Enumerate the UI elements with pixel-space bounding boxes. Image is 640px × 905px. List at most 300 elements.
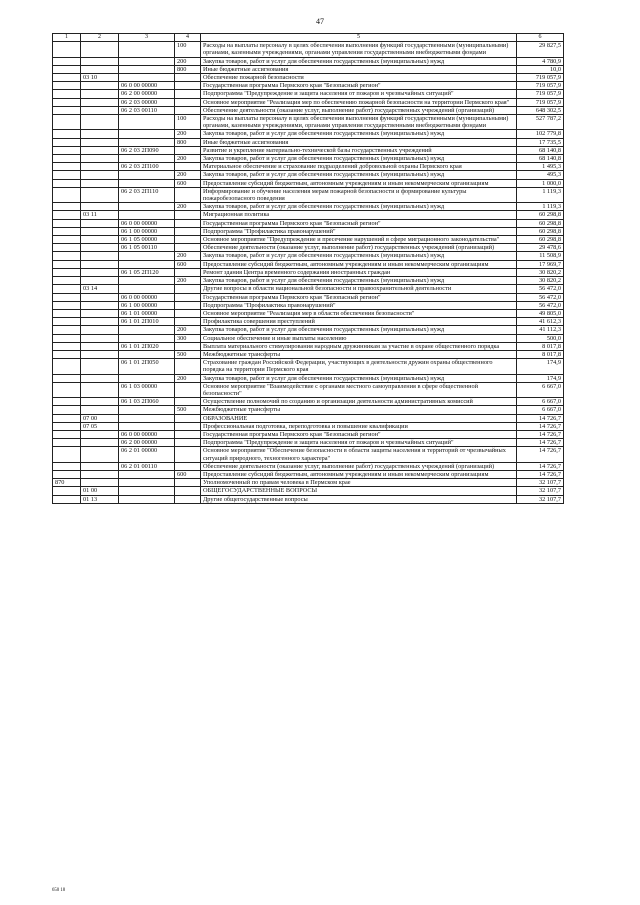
cell-amount: 14 726,7 bbox=[517, 430, 564, 438]
table-row bbox=[53, 350, 564, 358]
cell-department-code bbox=[53, 82, 81, 90]
cell-department-code bbox=[53, 495, 81, 503]
cell-section-code bbox=[81, 479, 119, 487]
cell-item-name: Другие вопросы в области национальной безопасности и правоохранительной деятельности bbox=[201, 285, 517, 293]
cell-department-code bbox=[53, 470, 81, 478]
cell-target-article bbox=[119, 414, 175, 422]
table-row bbox=[53, 244, 564, 252]
cell-target-article: 06 1 01 2П010 bbox=[119, 318, 175, 326]
header-col-1: 1 bbox=[53, 34, 81, 42]
cell-department-code bbox=[53, 439, 81, 447]
cell-section-code bbox=[81, 318, 119, 326]
cell-expense-type bbox=[175, 462, 201, 470]
cell-department-code bbox=[53, 359, 81, 374]
cell-target-article: 06 1 01 00000 bbox=[119, 309, 175, 317]
table-row bbox=[53, 42, 564, 57]
cell-amount: 719 057,9 bbox=[517, 90, 564, 98]
cell-expense-type: 200 bbox=[175, 277, 201, 285]
cell-item-name: Материальное обеспечение и страхование подразделений добровольной охраны Пермского края bbox=[201, 163, 517, 171]
cell-amount: 60 298,8 bbox=[517, 219, 564, 227]
cell-item-name: Расходы на выплаты персоналу в целях обеспечения выполнения функций государственными (муниципальными) органами, казенными учреждениями, органами управления государственными внебюджетными фондами bbox=[201, 115, 517, 130]
cell-section-code: 07 05 bbox=[81, 422, 119, 430]
cell-department-code bbox=[53, 163, 81, 171]
cell-amount: 29 478,6 bbox=[517, 244, 564, 252]
cell-department-code bbox=[53, 462, 81, 470]
cell-section-code bbox=[81, 171, 119, 179]
cell-amount: 11 508,9 bbox=[517, 252, 564, 260]
cell-item-name: Закупка товаров, работ и услуг для обеспечения государственных (муниципальных) нужд bbox=[201, 130, 517, 138]
cell-section-code: 07 00 bbox=[81, 414, 119, 422]
cell-expense-type bbox=[175, 301, 201, 309]
cell-item-name: Предоставление субсидий бюджетным, автономным учреждениям и иным некоммерческим организациям bbox=[201, 179, 517, 187]
table-row bbox=[53, 430, 564, 438]
cell-item-name: Страхование граждан Российской Федерации, участвующих в деятельности дружин охраны общественного порядка на территории Пермского края bbox=[201, 359, 517, 374]
cell-target-article: 06 1 00 00000 bbox=[119, 301, 175, 309]
cell-expense-type: 500 bbox=[175, 350, 201, 358]
cell-department-code bbox=[53, 155, 81, 163]
table-row bbox=[53, 326, 564, 334]
cell-item-name: Закупка товаров, работ и услуг для обеспечения государственных (муниципальных) нужд bbox=[201, 57, 517, 65]
cell-section-code bbox=[81, 57, 119, 65]
cell-expense-type bbox=[175, 487, 201, 495]
cell-section-code bbox=[81, 98, 119, 106]
cell-amount: 32 107,7 bbox=[517, 479, 564, 487]
cell-item-name: Расходы на выплаты персоналу в целях обеспечения выполнения функций государственными (муниципальными) органами, казенными учреждениями, органами управления государственными внебюджетными фондами bbox=[201, 42, 517, 57]
cell-target-article bbox=[119, 350, 175, 358]
cell-item-name: Межбюджетные трансферты bbox=[201, 406, 517, 414]
cell-department-code bbox=[53, 227, 81, 235]
cell-item-name: Основное мероприятие "Реализация мер по обеспечению пожарной безопасности на территории Пермского края" bbox=[201, 98, 517, 106]
cell-expense-type: 800 bbox=[175, 138, 201, 146]
table-row bbox=[53, 359, 564, 374]
cell-expense-type: 600 bbox=[175, 470, 201, 478]
cell-amount: 60 298,8 bbox=[517, 227, 564, 235]
table-row bbox=[53, 252, 564, 260]
budget-table-body bbox=[53, 34, 564, 504]
cell-section-code bbox=[81, 130, 119, 138]
table-row bbox=[53, 171, 564, 179]
cell-department-code bbox=[53, 211, 81, 219]
cell-target-article: 06 1 03 2П060 bbox=[119, 398, 175, 406]
cell-department-code bbox=[53, 146, 81, 154]
cell-expense-type: 200 bbox=[175, 57, 201, 65]
cell-section-code bbox=[81, 382, 119, 397]
cell-amount: 60 298,8 bbox=[517, 211, 564, 219]
cell-department-code bbox=[53, 293, 81, 301]
cell-item-name: Обеспечение деятельности (оказание услуг, выполнение работ) государственных учреждений (организаций) bbox=[201, 462, 517, 470]
cell-expense-type bbox=[175, 211, 201, 219]
cell-amount: 102 779,8 bbox=[517, 130, 564, 138]
cell-target-article bbox=[119, 211, 175, 219]
cell-section-code bbox=[81, 277, 119, 285]
cell-item-name: Осуществление полномочий по созданию и организации деятельности административных комиссий bbox=[201, 398, 517, 406]
cell-expense-type bbox=[175, 268, 201, 276]
cell-section-code bbox=[81, 65, 119, 73]
cell-amount: 719 057,9 bbox=[517, 82, 564, 90]
cell-section-code bbox=[81, 293, 119, 301]
cell-expense-type bbox=[175, 479, 201, 487]
cell-section-code bbox=[81, 430, 119, 438]
cell-amount: 60 298,8 bbox=[517, 236, 564, 244]
cell-expense-type bbox=[175, 359, 201, 374]
table-row bbox=[53, 138, 564, 146]
table-row bbox=[53, 334, 564, 342]
cell-section-code bbox=[81, 359, 119, 374]
cell-target-article: 06 1 03 00000 bbox=[119, 382, 175, 397]
cell-item-name: Закупка товаров, работ и услуг для обеспечения государственных (муниципальных) нужд bbox=[201, 277, 517, 285]
cell-department-code bbox=[53, 130, 81, 138]
cell-expense-type: 200 bbox=[175, 326, 201, 334]
cell-expense-type bbox=[175, 90, 201, 98]
cell-department-code bbox=[53, 487, 81, 495]
cell-target-article bbox=[119, 470, 175, 478]
cell-target-article: 06 1 01 2П050 bbox=[119, 359, 175, 374]
cell-item-name: Подпрограмма "Предупреждение и защита населения от пожаров и чрезвычайных ситуаций" bbox=[201, 439, 517, 447]
cell-item-name: Закупка товаров, работ и услуг для обеспечения государственных (муниципальных) нужд bbox=[201, 252, 517, 260]
cell-target-article: 06 0 00 00000 bbox=[119, 219, 175, 227]
cell-department-code bbox=[53, 244, 81, 252]
cell-department-code bbox=[53, 203, 81, 211]
cell-department-code bbox=[53, 318, 81, 326]
cell-item-name: Подпрограмма "Профилактика правонарушений" bbox=[201, 227, 517, 235]
cell-department-code bbox=[53, 106, 81, 114]
cell-amount: 14 726,7 bbox=[517, 439, 564, 447]
table-row bbox=[53, 203, 564, 211]
table-row bbox=[53, 414, 564, 422]
cell-item-name: Государственная программа Пермского края "Безопасный регион" bbox=[201, 219, 517, 227]
cell-department-code bbox=[53, 171, 81, 179]
table-row bbox=[53, 318, 564, 326]
table-row bbox=[53, 155, 564, 163]
table-row bbox=[53, 82, 564, 90]
table-row bbox=[53, 285, 564, 293]
cell-amount: 6 667,0 bbox=[517, 382, 564, 397]
cell-expense-type bbox=[175, 187, 201, 202]
cell-amount: 17 969,7 bbox=[517, 260, 564, 268]
cell-section-code bbox=[81, 179, 119, 187]
cell-section-code bbox=[81, 374, 119, 382]
cell-expense-type bbox=[175, 219, 201, 227]
cell-expense-type bbox=[175, 447, 201, 462]
cell-target-article: 06 1 05 00110 bbox=[119, 244, 175, 252]
cell-department-code bbox=[53, 382, 81, 397]
cell-target-article: 06 2 00 00000 bbox=[119, 90, 175, 98]
cell-section-code bbox=[81, 301, 119, 309]
cell-section-code bbox=[81, 309, 119, 317]
cell-section-code bbox=[81, 260, 119, 268]
cell-section-code bbox=[81, 406, 119, 414]
cell-target-article bbox=[119, 179, 175, 187]
cell-target-article: 06 2 03 00000 bbox=[119, 98, 175, 106]
cell-department-code bbox=[53, 398, 81, 406]
table-row bbox=[53, 219, 564, 227]
cell-section-code: 03 11 bbox=[81, 211, 119, 219]
cell-expense-type bbox=[175, 495, 201, 503]
cell-amount: 14 726,7 bbox=[517, 422, 564, 430]
cell-amount: 8 017,8 bbox=[517, 350, 564, 358]
cell-target-article bbox=[119, 57, 175, 65]
cell-item-name: Предоставление субсидий бюджетным, автономным учреждениям и иным некоммерческим организациям bbox=[201, 260, 517, 268]
cell-amount: 500,0 bbox=[517, 334, 564, 342]
cell-item-name: Миграционная политика bbox=[201, 211, 517, 219]
cell-section-code: 03 14 bbox=[81, 285, 119, 293]
cell-department-code: 870 bbox=[53, 479, 81, 487]
cell-target-article bbox=[119, 422, 175, 430]
cell-target-article: 06 2 03 2П090 bbox=[119, 146, 175, 154]
table-row bbox=[53, 495, 564, 503]
cell-amount: 6 667,0 bbox=[517, 406, 564, 414]
cell-expense-type bbox=[175, 422, 201, 430]
cell-amount: 29 827,5 bbox=[517, 42, 564, 57]
cell-target-article bbox=[119, 495, 175, 503]
cell-department-code bbox=[53, 74, 81, 82]
table-row bbox=[53, 57, 564, 65]
cell-amount: 56 472,0 bbox=[517, 285, 564, 293]
cell-target-article: 06 2 01 00110 bbox=[119, 462, 175, 470]
cell-amount: 1 119,3 bbox=[517, 187, 564, 202]
cell-department-code bbox=[53, 42, 81, 57]
cell-target-article bbox=[119, 334, 175, 342]
cell-section-code bbox=[81, 155, 119, 163]
cell-target-article: 06 1 05 00000 bbox=[119, 236, 175, 244]
cell-item-name: Закупка товаров, работ и услуг для обеспечения государственных (муниципальных) нужд bbox=[201, 326, 517, 334]
table-row bbox=[53, 90, 564, 98]
cell-target-article: 06 1 05 2П120 bbox=[119, 268, 175, 276]
cell-item-name: Подпрограмма "Профилактика правонарушений" bbox=[201, 301, 517, 309]
cell-section-code bbox=[81, 236, 119, 244]
cell-amount: 719 057,9 bbox=[517, 74, 564, 82]
cell-item-name: Иные бюджетные ассигнования bbox=[201, 138, 517, 146]
cell-department-code bbox=[53, 430, 81, 438]
cell-amount: 30 820,2 bbox=[517, 268, 564, 276]
cell-section-code bbox=[81, 447, 119, 462]
cell-target-article: 06 2 01 00000 bbox=[119, 447, 175, 462]
cell-department-code bbox=[53, 447, 81, 462]
cell-target-article bbox=[119, 155, 175, 163]
table-row bbox=[53, 268, 564, 276]
cell-item-name: Межбюджетные трансферты bbox=[201, 350, 517, 358]
cell-section-code bbox=[81, 244, 119, 252]
cell-amount: 648 302,5 bbox=[517, 106, 564, 114]
cell-target-article: 06 2 03 2П110 bbox=[119, 187, 175, 202]
table-row bbox=[53, 309, 564, 317]
cell-expense-type: 100 bbox=[175, 42, 201, 57]
table-header-row bbox=[53, 34, 564, 42]
cell-section-code bbox=[81, 334, 119, 342]
cell-section-code: 01 13 bbox=[81, 495, 119, 503]
header-col-3: 3 bbox=[119, 34, 175, 42]
cell-amount: 527 787,2 bbox=[517, 115, 564, 130]
cell-item-name: Государственная программа Пермского края "Безопасный регион" bbox=[201, 293, 517, 301]
table-row bbox=[53, 470, 564, 478]
cell-section-code bbox=[81, 82, 119, 90]
cell-section-code bbox=[81, 268, 119, 276]
cell-section-code bbox=[81, 42, 119, 57]
cell-amount: 495,3 bbox=[517, 171, 564, 179]
cell-expense-type bbox=[175, 439, 201, 447]
table-row bbox=[53, 406, 564, 414]
cell-section-code bbox=[81, 439, 119, 447]
cell-target-article: 06 0 00 00000 bbox=[119, 82, 175, 90]
cell-section-code: 03 10 bbox=[81, 74, 119, 82]
cell-target-article bbox=[119, 252, 175, 260]
cell-item-name: Иные бюджетные ассигнования bbox=[201, 65, 517, 73]
cell-expense-type bbox=[175, 293, 201, 301]
cell-section-code bbox=[81, 90, 119, 98]
table-row bbox=[53, 487, 564, 495]
cell-section-code bbox=[81, 203, 119, 211]
cell-target-article bbox=[119, 115, 175, 130]
cell-department-code bbox=[53, 187, 81, 202]
table-row bbox=[53, 227, 564, 235]
cell-item-name: Закупка товаров, работ и услуг для обеспечения государственных (муниципальных) нужд bbox=[201, 155, 517, 163]
cell-amount: 6 667,0 bbox=[517, 398, 564, 406]
cell-target-article bbox=[119, 130, 175, 138]
cell-department-code bbox=[53, 422, 81, 430]
cell-expense-type: 100 bbox=[175, 115, 201, 130]
cell-expense-type: 200 bbox=[175, 171, 201, 179]
cell-expense-type bbox=[175, 309, 201, 317]
cell-target-article bbox=[119, 406, 175, 414]
cell-amount: 8 017,8 bbox=[517, 342, 564, 350]
cell-department-code bbox=[53, 326, 81, 334]
cell-expense-type bbox=[175, 430, 201, 438]
cell-department-code bbox=[53, 138, 81, 146]
cell-amount: 41 612,3 bbox=[517, 318, 564, 326]
cell-expense-type bbox=[175, 98, 201, 106]
cell-amount: 30 820,2 bbox=[517, 277, 564, 285]
table-row bbox=[53, 98, 564, 106]
cell-target-article bbox=[119, 487, 175, 495]
cell-item-name: Закупка товаров, работ и услуг для обеспечения государственных (муниципальных) нужд bbox=[201, 203, 517, 211]
cell-department-code bbox=[53, 252, 81, 260]
cell-expense-type bbox=[175, 244, 201, 252]
cell-item-name: Социальное обеспечение и иные выплаты населению bbox=[201, 334, 517, 342]
cell-expense-type: 200 bbox=[175, 252, 201, 260]
cell-department-code bbox=[53, 115, 81, 130]
cell-target-article bbox=[119, 374, 175, 382]
table-row bbox=[53, 187, 564, 202]
table-row bbox=[53, 398, 564, 406]
cell-expense-type: 200 bbox=[175, 155, 201, 163]
cell-target-article bbox=[119, 138, 175, 146]
table-row bbox=[53, 382, 564, 397]
cell-amount: 32 107,7 bbox=[517, 487, 564, 495]
cell-target-article bbox=[119, 74, 175, 82]
cell-expense-type bbox=[175, 106, 201, 114]
cell-amount: 4 780,9 bbox=[517, 57, 564, 65]
cell-department-code bbox=[53, 277, 81, 285]
table-row bbox=[53, 211, 564, 219]
cell-item-name: Другие общегосударственные вопросы bbox=[201, 495, 517, 503]
cell-target-article: 06 0 00 00000 bbox=[119, 293, 175, 301]
cell-expense-type bbox=[175, 382, 201, 397]
cell-department-code bbox=[53, 350, 81, 358]
table-row bbox=[53, 236, 564, 244]
cell-section-code bbox=[81, 462, 119, 470]
cell-item-name: Основное мероприятие "Взаимодействие с органами местного самоуправления в сфере общественной безопасности" bbox=[201, 382, 517, 397]
cell-item-name: Уполномоченный по правам человека в Пермском крае bbox=[201, 479, 517, 487]
cell-expense-type: 800 bbox=[175, 65, 201, 73]
cell-section-code bbox=[81, 146, 119, 154]
cell-section-code bbox=[81, 252, 119, 260]
cell-department-code bbox=[53, 374, 81, 382]
header-col-2: 2 bbox=[81, 34, 119, 42]
cell-department-code bbox=[53, 309, 81, 317]
cell-department-code bbox=[53, 57, 81, 65]
cell-amount: 14 726,7 bbox=[517, 462, 564, 470]
cell-item-name: Государственная программа Пермского края "Безопасный регион" bbox=[201, 430, 517, 438]
cell-amount: 1 000,0 bbox=[517, 179, 564, 187]
cell-amount: 174,9 bbox=[517, 359, 564, 374]
table-row bbox=[53, 374, 564, 382]
table-row bbox=[53, 277, 564, 285]
footer-code: 650 18 bbox=[52, 888, 66, 893]
table-row bbox=[53, 146, 564, 154]
cell-section-code bbox=[81, 398, 119, 406]
cell-section-code bbox=[81, 163, 119, 171]
cell-department-code bbox=[53, 301, 81, 309]
cell-item-name: Государственная программа Пермского края "Безопасный регион" bbox=[201, 82, 517, 90]
cell-item-name: Обеспечение пожарной безопасности bbox=[201, 74, 517, 82]
cell-target-article: 06 1 01 2П020 bbox=[119, 342, 175, 350]
cell-expense-type: 600 bbox=[175, 179, 201, 187]
cell-amount: 1 119,3 bbox=[517, 203, 564, 211]
cell-target-article bbox=[119, 326, 175, 334]
budget-table bbox=[52, 33, 564, 504]
cell-expense-type bbox=[175, 285, 201, 293]
cell-expense-type bbox=[175, 342, 201, 350]
cell-department-code bbox=[53, 179, 81, 187]
cell-amount: 41 112,3 bbox=[517, 326, 564, 334]
table-row bbox=[53, 293, 564, 301]
cell-department-code bbox=[53, 219, 81, 227]
cell-item-name: Обеспечение деятельности (оказание услуг, выполнение работ) государственных учреждений (организаций) bbox=[201, 244, 517, 252]
cell-section-code: 01 00 bbox=[81, 487, 119, 495]
cell-amount: 174,9 bbox=[517, 374, 564, 382]
table-row bbox=[53, 65, 564, 73]
cell-department-code bbox=[53, 65, 81, 73]
cell-target-article: 06 2 00 00000 bbox=[119, 439, 175, 447]
table-row bbox=[53, 130, 564, 138]
cell-expense-type bbox=[175, 82, 201, 90]
cell-item-name: Основное мероприятие "Обеспечение безопасности в области защиты населения и территорий от чрезвычайных ситуаций природного, техногенного характера" bbox=[201, 447, 517, 462]
cell-amount: 14 726,7 bbox=[517, 470, 564, 478]
table-row bbox=[53, 301, 564, 309]
cell-target-article bbox=[119, 479, 175, 487]
cell-expense-type: 200 bbox=[175, 130, 201, 138]
cell-item-name: Профессиональная подготовка, переподготовка и повышение квалификации bbox=[201, 422, 517, 430]
cell-expense-type bbox=[175, 74, 201, 82]
header-col-6: 6 bbox=[517, 34, 564, 42]
table-row bbox=[53, 342, 564, 350]
cell-department-code bbox=[53, 260, 81, 268]
cell-expense-type bbox=[175, 398, 201, 406]
table-row bbox=[53, 74, 564, 82]
cell-expense-type bbox=[175, 163, 201, 171]
cell-amount: 10,0 bbox=[517, 65, 564, 73]
cell-department-code bbox=[53, 268, 81, 276]
cell-amount: 14 726,7 bbox=[517, 414, 564, 422]
cell-expense-type: 600 bbox=[175, 260, 201, 268]
header-col-5: 5 bbox=[201, 34, 517, 42]
cell-section-code bbox=[81, 227, 119, 235]
cell-item-name: Подпрограмма "Предупреждение и защита населения от пожаров и чрезвычайных ситуаций" bbox=[201, 90, 517, 98]
table-row bbox=[53, 179, 564, 187]
header-col-4: 4 bbox=[175, 34, 201, 42]
cell-section-code bbox=[81, 342, 119, 350]
cell-section-code bbox=[81, 187, 119, 202]
